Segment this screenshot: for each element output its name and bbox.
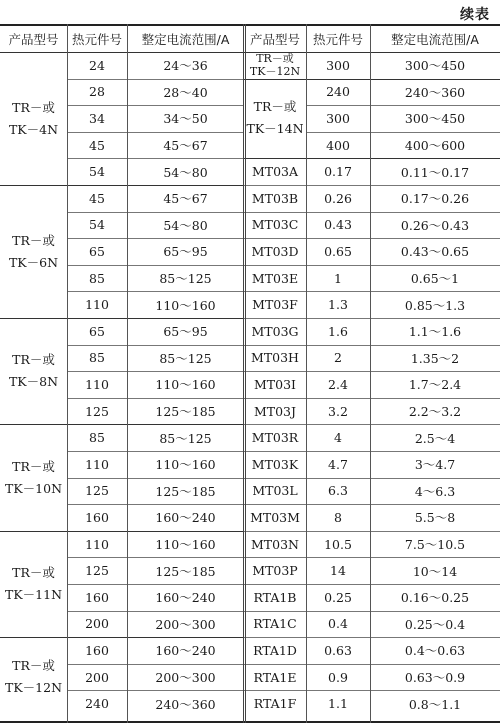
current-range: 125～185 <box>155 483 216 499</box>
current-range: 160～240 <box>155 643 216 659</box>
product-model-cell-line: TR－或 <box>256 52 294 66</box>
current-range: 24～36 <box>163 58 208 74</box>
product-model-cell-line: TK－12N <box>249 65 301 79</box>
table-row-right <box>0 132 500 159</box>
product-model-line: TK－10N <box>4 480 63 496</box>
current-range: 0.25～0.4 <box>404 616 466 632</box>
product-model: MT03I <box>254 376 296 392</box>
product-model-line: TK－8N <box>8 374 59 390</box>
heat-element-number: 0.9 <box>328 669 348 685</box>
product-model-line: TR－或 <box>12 458 55 474</box>
heat-element-number: 85 <box>89 350 105 366</box>
heat-element-number: 160 <box>85 642 109 658</box>
current-range: 0.11～0.17 <box>400 164 470 180</box>
current-range: 1.7～2.4 <box>408 377 462 393</box>
current-range: 1.1～1.6 <box>408 324 462 340</box>
table-row-right <box>0 637 500 664</box>
table-row-right <box>0 557 500 584</box>
current-range: 160～240 <box>155 590 216 606</box>
current-range: 1.35～2 <box>410 350 460 366</box>
heat-element-number: 8 <box>334 509 342 525</box>
column-rule <box>306 24 307 723</box>
table-row-right <box>0 238 500 265</box>
table-row-right <box>0 345 500 372</box>
column-rule <box>370 24 371 723</box>
table-row-right <box>0 424 500 451</box>
heat-element-number: 34 <box>89 110 105 126</box>
product-model-line: TK－12N <box>4 680 63 696</box>
product-model: MT03G <box>251 323 299 339</box>
current-range: 200～300 <box>155 616 216 632</box>
header-cell: 整定电流范围/A <box>391 32 479 47</box>
heat-element-number: 0.4 <box>328 616 348 632</box>
current-range: 110～160 <box>155 537 216 553</box>
current-range: 65～95 <box>163 324 208 340</box>
header-cell: 整定电流范围/A <box>141 32 230 47</box>
current-range: 0.16～0.25 <box>400 590 470 606</box>
heat-element-number: 85 <box>89 270 105 286</box>
table-row-right <box>0 690 500 717</box>
current-range: 300～450 <box>404 111 466 127</box>
heat-element-number: 0.63 <box>324 642 352 658</box>
current-range: 54～80 <box>163 164 208 180</box>
heat-element-number: 0.17 <box>324 164 352 180</box>
table-row-right <box>0 664 500 691</box>
current-range: 2.2～3.2 <box>408 404 462 420</box>
product-model-line: TK－11N <box>4 586 63 602</box>
current-range: 160～240 <box>155 510 216 526</box>
heat-element-number: 54 <box>89 164 105 180</box>
heat-element-number: 0.65 <box>324 243 352 259</box>
current-range: 45～67 <box>163 138 208 154</box>
heat-element-number: 0.43 <box>324 217 352 233</box>
table-row-right <box>0 185 500 212</box>
heat-element-number: 4.7 <box>328 456 348 472</box>
product-model: RTA1C <box>253 616 297 632</box>
product-model: MT03N <box>251 536 299 552</box>
table-row-right <box>0 52 500 79</box>
current-range: 10～14 <box>412 563 458 579</box>
table-row-right <box>0 212 500 239</box>
product-model-line: TK－14N <box>246 121 304 137</box>
product-model-line: TR－或 <box>12 232 55 248</box>
product-model: RTA1B <box>253 589 297 605</box>
heat-element-number: 160 <box>85 509 109 525</box>
heat-element-number: 1.6 <box>328 323 348 339</box>
heat-element-number: 28 <box>89 84 105 100</box>
product-model: MT03E <box>251 270 299 286</box>
current-range: 54～80 <box>163 217 208 233</box>
product-model: RTA1D <box>253 642 297 658</box>
heat-element-number: 65 <box>89 323 105 339</box>
heat-element-number: 300 <box>326 110 350 126</box>
current-range: 0.85～1.3 <box>404 297 466 313</box>
product-model: MT03H <box>251 350 299 366</box>
heat-element-number: 24 <box>89 57 105 73</box>
product-model: MT03R <box>251 430 299 446</box>
current-range: 28～40 <box>163 84 208 100</box>
heat-element-number: 400 <box>326 137 350 153</box>
heat-element-number: 45 <box>89 190 105 206</box>
current-range: 0.26～0.43 <box>400 217 470 233</box>
header-cell: 产品型号 <box>8 32 59 47</box>
current-range: 85～125 <box>159 271 212 287</box>
table-bottom-rule <box>0 721 500 723</box>
product-model: MT03M <box>250 509 300 525</box>
table-row-right <box>0 105 500 132</box>
product-model: RTA1E <box>253 669 297 685</box>
product-model-line: TR－或 <box>12 99 55 115</box>
current-range: 0.8～1.1 <box>408 696 462 712</box>
heat-element-number: 1 <box>334 270 342 286</box>
heat-element-number: 0.25 <box>324 589 352 605</box>
table-row-right <box>0 371 500 398</box>
heat-element-number: 3.2 <box>328 403 348 419</box>
header-cell: 热元件号 <box>71 32 122 47</box>
current-range: 110～160 <box>155 297 216 313</box>
heat-element-number: 110 <box>85 297 109 313</box>
current-range: 45～67 <box>163 191 208 207</box>
heat-element-number: 14 <box>330 563 346 579</box>
table-row-right <box>0 584 500 611</box>
current-range: 0.4～0.63 <box>404 643 466 659</box>
current-range: 0.65～1 <box>410 271 460 287</box>
current-range: 200～300 <box>155 670 216 686</box>
current-range: 125～185 <box>155 404 216 420</box>
table-row-right <box>0 318 500 345</box>
heat-element-number: 65 <box>89 243 105 259</box>
current-range: 3～4.7 <box>414 457 456 473</box>
table-row-right <box>0 291 500 318</box>
heat-element-number: 300 <box>326 57 350 73</box>
header-cell: 热元件号 <box>312 32 363 47</box>
current-range: 0.17～0.26 <box>400 191 470 207</box>
product-model-line: TR－或 <box>12 658 55 674</box>
heat-element-number: 2 <box>334 350 342 366</box>
heat-element-number: 10.5 <box>324 536 352 552</box>
current-range: 400～600 <box>404 138 466 154</box>
product-model: MT03B <box>251 190 299 206</box>
table-row-right <box>0 398 500 425</box>
product-model: MT03J <box>253 403 297 419</box>
heat-element-number: 45 <box>89 137 105 153</box>
product-model-cell <box>244 52 306 79</box>
heat-element-number: 240 <box>326 84 350 100</box>
heat-element-number: 125 <box>85 483 109 499</box>
table-row-right <box>0 478 500 505</box>
product-model: MT03K <box>251 456 299 472</box>
heat-element-number: 200 <box>85 669 109 685</box>
heat-element-number: 1.3 <box>328 297 348 313</box>
table-row-right <box>0 504 500 531</box>
current-range: 240～360 <box>155 696 216 712</box>
heat-element-number: 125 <box>85 563 109 579</box>
heat-element-number: 110 <box>85 456 109 472</box>
table-row-right <box>0 451 500 478</box>
product-model: MT03F <box>252 297 298 313</box>
header-cell: 产品型号 <box>249 32 300 47</box>
product-model-line: TR－或 <box>12 352 55 368</box>
heat-element-number: 54 <box>89 217 105 233</box>
current-range: 85～125 <box>159 430 212 446</box>
product-model: MT03C <box>251 217 299 233</box>
heat-element-number: 85 <box>89 430 105 446</box>
heat-element-number: 4 <box>334 430 342 446</box>
current-range: 2.5～4 <box>414 430 456 446</box>
product-model: RTA1F <box>253 696 297 712</box>
heat-element-number: 1.1 <box>328 696 348 712</box>
product-model: MT03P <box>252 563 298 579</box>
heat-element-number: 125 <box>85 403 109 419</box>
column-rule <box>67 24 68 723</box>
row-rule <box>306 105 500 106</box>
current-range: 85～125 <box>159 350 212 366</box>
product-model-line: TR－或 <box>253 99 297 115</box>
current-range: 65～95 <box>163 244 208 260</box>
heat-element-table <box>0 24 500 723</box>
product-model: MT03L <box>252 483 298 499</box>
current-range: 125～185 <box>155 563 216 579</box>
current-range: 110～160 <box>155 377 216 393</box>
header-row <box>0 26 500 52</box>
column-rule <box>127 24 128 723</box>
current-range: 5.5～8 <box>414 510 456 526</box>
product-model: MT03A <box>251 164 299 180</box>
center-double-rule <box>243 24 246 723</box>
product-model-line: TK－6N <box>8 254 59 270</box>
heat-element-number: 110 <box>85 376 109 392</box>
heat-element-number: 200 <box>85 616 109 632</box>
heat-element-number: 110 <box>85 536 109 552</box>
table-row-right <box>0 265 500 292</box>
current-range: 240～360 <box>404 84 466 100</box>
row-rule <box>306 132 500 133</box>
table-row-right <box>0 531 500 558</box>
table-row-right <box>0 158 500 185</box>
heat-element-number: 160 <box>85 589 109 605</box>
heat-element-number: 2.4 <box>328 376 348 392</box>
current-range: 4～6.3 <box>414 483 456 499</box>
heat-element-number: 6.3 <box>328 483 348 499</box>
table-row-right <box>0 611 500 638</box>
table-caption: 续表 <box>460 7 490 23</box>
product-model-line: TR－或 <box>12 564 55 580</box>
table-row-right <box>0 79 500 106</box>
current-range: 7.5～10.5 <box>404 537 466 553</box>
current-range: 0.63～0.9 <box>404 670 466 686</box>
heat-element-number: 0.26 <box>324 190 352 206</box>
heat-element-number: 240 <box>85 696 109 712</box>
current-range: 300～450 <box>404 58 466 74</box>
current-range: 34～50 <box>163 111 208 127</box>
product-model-line: TK－4N <box>8 121 59 137</box>
product-model: MT03D <box>251 243 299 259</box>
current-range: 0.43～0.65 <box>400 244 470 260</box>
current-range: 110～160 <box>155 457 216 473</box>
